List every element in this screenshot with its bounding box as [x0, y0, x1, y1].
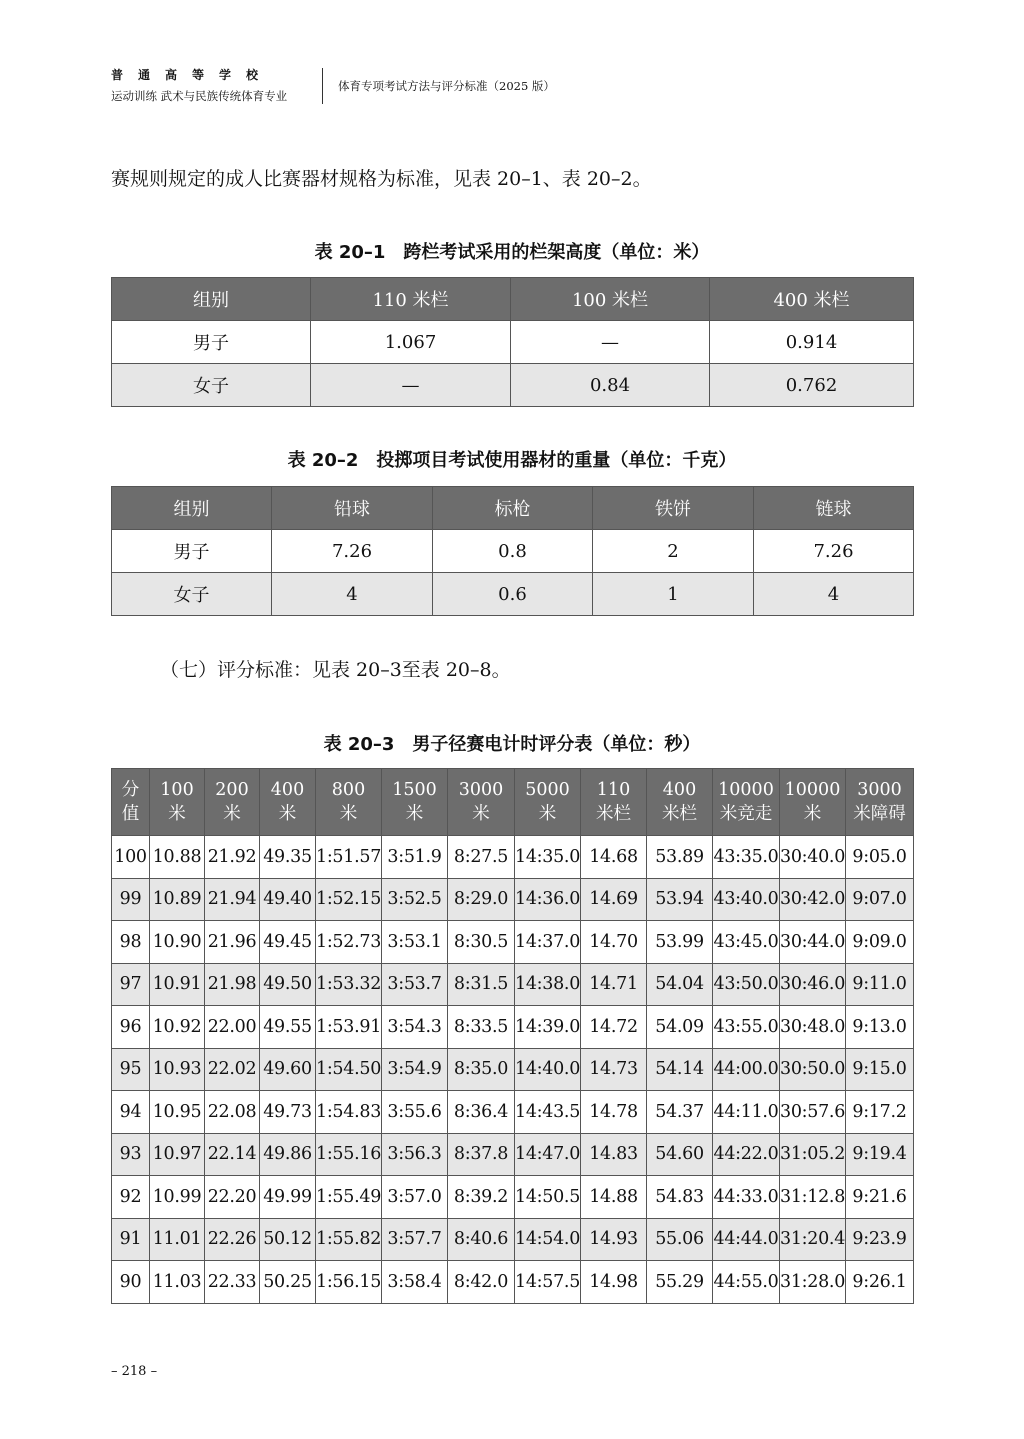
- table-cell: 97: [112, 963, 150, 1006]
- table-cell: 49.60: [260, 1048, 316, 1091]
- column-header-text: 米障碍: [853, 804, 906, 824]
- table-cell: 0.84: [511, 364, 710, 407]
- table2-caption: 表 20–2 投掷项目考试使用器材的重量（单位：千克）: [287, 450, 737, 471]
- table-cell: 92: [112, 1176, 150, 1219]
- table-cell: 8:37.8: [448, 1133, 515, 1176]
- table-cell: 14.83: [581, 1133, 647, 1176]
- table-cell: 8:36.4: [448, 1091, 515, 1134]
- column-header-text: 分: [121, 780, 140, 800]
- table-cell: 0.762: [710, 364, 914, 407]
- table-cell: 49.73: [260, 1091, 316, 1134]
- table-cell: 11.01: [150, 1218, 205, 1261]
- table-cell: 54.60: [647, 1133, 713, 1176]
- column-header: [647, 769, 713, 836]
- table-row: [112, 364, 914, 407]
- header-divider: [322, 68, 323, 104]
- table-cell: 14:37.0: [515, 921, 581, 964]
- table-cell: 43:55.0: [713, 1006, 780, 1049]
- table-cell: 10.88: [150, 836, 205, 879]
- column-header-text: 米: [339, 804, 358, 824]
- column-header-text: 200: [215, 780, 249, 800]
- column-header-text: 10000: [718, 780, 774, 800]
- column-header-text: 米: [278, 804, 297, 824]
- column-header-text: 米: [168, 804, 186, 824]
- table-cell: 9:19.4: [846, 1133, 914, 1176]
- column-header-text: 110: [596, 780, 631, 800]
- table-cell: 1:54.50: [316, 1048, 382, 1091]
- header-major: 运动训练 武术与民族传统体育专业: [111, 89, 288, 103]
- table-cell: 49.50: [260, 963, 316, 1006]
- table-cell: 9:11.0: [846, 963, 914, 1006]
- table-cell: 14:38.0: [515, 963, 581, 1006]
- column-header-text: 米栏: [596, 804, 631, 824]
- table-row: [112, 1176, 914, 1219]
- table-cell: 49.99: [260, 1176, 316, 1219]
- table-cell: 21.94: [205, 878, 260, 921]
- table-cell: 99: [112, 878, 150, 921]
- header-school: 普通高等学校: [111, 68, 274, 82]
- table-cell: 44:11.0: [713, 1091, 780, 1134]
- column-header: [433, 487, 593, 530]
- table-cell: 30:46.0: [780, 963, 846, 1006]
- table-cell: 7.26: [272, 530, 433, 573]
- column-header: [846, 769, 914, 836]
- table-cell: 30:50.0: [780, 1048, 846, 1091]
- table-cell: 3:57.0: [382, 1176, 448, 1219]
- column-header-text: 米: [223, 804, 241, 824]
- table-cell: 22.20: [205, 1176, 260, 1219]
- table-cell: 1:53.91: [316, 1006, 382, 1049]
- table-cell: 3:53.1: [382, 921, 448, 964]
- table-cell: 22.08: [205, 1091, 260, 1134]
- table-cell: 9:05.0: [846, 836, 914, 879]
- table-cell: 94: [112, 1091, 150, 1134]
- column-header-text: 米: [472, 804, 490, 824]
- table-cell: 9:15.0: [846, 1048, 914, 1091]
- table-cell: 3:52.5: [382, 878, 448, 921]
- table-cell: 4: [272, 573, 433, 616]
- column-header-text: 值: [121, 804, 140, 824]
- table-cell: 14:54.0: [515, 1218, 581, 1261]
- table-cell: 0.8: [433, 530, 593, 573]
- table-cell: 女子: [112, 573, 272, 616]
- table-cell: 53.94: [647, 878, 713, 921]
- table-cell: 1:53.32: [316, 963, 382, 1006]
- column-header-text: 100 米栏: [571, 290, 649, 311]
- column-header: [515, 769, 581, 836]
- column-header-text: 400: [270, 780, 305, 800]
- column-header-text: 米竞走: [719, 804, 773, 824]
- table-cell: 1:56.15: [316, 1261, 382, 1304]
- table-cell: 2: [593, 530, 754, 573]
- table-cell: 14:43.5: [515, 1091, 581, 1134]
- table-cell: 14.70: [581, 921, 647, 964]
- table-cell: 10.90: [150, 921, 205, 964]
- table-cell: 54.83: [647, 1176, 713, 1219]
- column-header-text: 5000: [525, 780, 570, 800]
- column-header-text: 米: [803, 804, 822, 824]
- table-cell: 53.89: [647, 836, 713, 879]
- column-header-text: 100: [160, 780, 194, 800]
- table-cell: 55.29: [647, 1261, 713, 1304]
- column-header-text: 3000: [857, 780, 902, 800]
- column-header-text: 组别: [173, 499, 210, 520]
- table1-caption: 表 20–1 跨栏考试采用的栏架高度（单位：米）: [314, 242, 710, 263]
- table-cell: 1:51.57: [316, 836, 382, 879]
- table-cell: 3:54.9: [382, 1048, 448, 1091]
- table-cell: —: [511, 321, 710, 364]
- table-row: [112, 1261, 914, 1304]
- men-track-scoring-table: [111, 768, 914, 1304]
- column-header-text: 米栏: [662, 804, 697, 824]
- intro-paragraph: 赛规则规定的成人比赛器材规格为标准，见表 20–1、表 20–2。: [111, 168, 652, 190]
- column-header: [448, 769, 515, 836]
- table-cell: 9:26.1: [846, 1261, 914, 1304]
- table-cell: 1:55.49: [316, 1176, 382, 1219]
- column-header: [316, 769, 382, 836]
- table-cell: 30:40.0: [780, 836, 846, 879]
- table-cell: 14.69: [581, 878, 647, 921]
- table-cell: 22.33: [205, 1261, 260, 1304]
- throwing-weight-table: [111, 486, 914, 616]
- table-cell: 91: [112, 1218, 150, 1261]
- column-header-text: 标枪: [494, 499, 531, 520]
- table-cell: 14:36.0: [515, 878, 581, 921]
- table-cell: 54.37: [647, 1091, 713, 1134]
- table-cell: 8:35.0: [448, 1048, 515, 1091]
- column-header-text: 400: [662, 780, 697, 800]
- table-cell: 44:00.0: [713, 1048, 780, 1091]
- column-header-text: 3000: [458, 780, 504, 800]
- table-cell: 95: [112, 1048, 150, 1091]
- table-cell: 31:28.0: [780, 1261, 846, 1304]
- table-row: [112, 963, 914, 1006]
- table-cell: 14:57.5: [515, 1261, 581, 1304]
- table-cell: 9:17.2: [846, 1091, 914, 1134]
- table-cell: 8:31.5: [448, 963, 515, 1006]
- column-header-text: 组别: [193, 290, 229, 311]
- table-row: [112, 1006, 914, 1049]
- table-cell: 女子: [112, 364, 311, 407]
- table-cell: 54.09: [647, 1006, 713, 1049]
- table-row: [112, 921, 914, 964]
- table-cell: 0.914: [710, 321, 914, 364]
- column-header-text: 10000: [784, 780, 841, 800]
- table-cell: 14.88: [581, 1176, 647, 1219]
- column-header: [511, 278, 710, 321]
- table-cell: 44:44.0: [713, 1218, 780, 1261]
- table-cell: 90: [112, 1261, 150, 1304]
- table-row: [112, 836, 914, 879]
- table-row: [112, 321, 914, 364]
- column-header: [272, 487, 433, 530]
- table-row: [112, 530, 914, 573]
- column-header-text: 110 米栏: [372, 290, 449, 311]
- scoring-paragraph: （七）评分标准：见表 20–3至表 20–8。: [160, 659, 511, 681]
- table-cell: 22.14: [205, 1133, 260, 1176]
- table-cell: 49.86: [260, 1133, 316, 1176]
- table-header-row: [112, 769, 914, 836]
- table-cell: 22.02: [205, 1048, 260, 1091]
- table-cell: 14:40.0: [515, 1048, 581, 1091]
- table-cell: 21.92: [205, 836, 260, 879]
- table-cell: 10.97: [150, 1133, 205, 1176]
- table-cell: 21.98: [205, 963, 260, 1006]
- table-cell: 1:54.83: [316, 1091, 382, 1134]
- table-cell: 14.78: [581, 1091, 647, 1134]
- table-cell: 49.40: [260, 878, 316, 921]
- table-cell: 49.35: [260, 836, 316, 879]
- table-row: [112, 1091, 914, 1134]
- table-cell: 43:45.0: [713, 921, 780, 964]
- table-cell: 10.93: [150, 1048, 205, 1091]
- table-cell: 3:56.3: [382, 1133, 448, 1176]
- table-cell: 53.99: [647, 921, 713, 964]
- table-cell: 44:55.0: [713, 1261, 780, 1304]
- column-header-text: 800: [331, 780, 366, 800]
- table-cell: 3:51.9: [382, 836, 448, 879]
- table-cell: 10.92: [150, 1006, 205, 1049]
- table-header-row: [112, 278, 914, 321]
- table-cell: 8:40.6: [448, 1218, 515, 1261]
- column-header: [112, 769, 150, 836]
- table-cell: 14.71: [581, 963, 647, 1006]
- table-row: [112, 1218, 914, 1261]
- table-cell: 14.73: [581, 1048, 647, 1091]
- table-cell: 44:22.0: [713, 1133, 780, 1176]
- table-cell: 3:58.4: [382, 1261, 448, 1304]
- table-cell: 10.89: [150, 878, 205, 921]
- column-header: [382, 769, 448, 836]
- table-cell: 14:39.0: [515, 1006, 581, 1049]
- table-cell: 93: [112, 1133, 150, 1176]
- header-book-title: 体育专项考试方法与评分标准（2025 版）: [338, 79, 555, 93]
- table-cell: 43:35.0: [713, 836, 780, 879]
- table-cell: 11.03: [150, 1261, 205, 1304]
- table-cell: 14.98: [581, 1261, 647, 1304]
- table-row: [112, 1048, 914, 1091]
- table-cell: 30:48.0: [780, 1006, 846, 1049]
- table-row: [112, 573, 914, 616]
- table-cell: 98: [112, 921, 150, 964]
- column-header: [260, 769, 316, 836]
- table-row: [112, 1133, 914, 1176]
- table-cell: 4: [754, 573, 914, 616]
- column-header-text: 链球: [815, 499, 852, 520]
- table-cell: 男子: [112, 321, 311, 364]
- column-header: [311, 278, 511, 321]
- column-header: [780, 769, 846, 836]
- table-cell: 8:42.0: [448, 1261, 515, 1304]
- table-cell: 44:33.0: [713, 1176, 780, 1219]
- table-cell: 1:52.15: [316, 878, 382, 921]
- column-header: [150, 769, 205, 836]
- table-cell: 1:52.73: [316, 921, 382, 964]
- table-cell: 54.14: [647, 1048, 713, 1091]
- table-cell: 49.55: [260, 1006, 316, 1049]
- column-header: [710, 278, 914, 321]
- table-cell: 10.95: [150, 1091, 205, 1134]
- table-cell: 3:55.6: [382, 1091, 448, 1134]
- table-row: [112, 878, 914, 921]
- column-header: [754, 487, 914, 530]
- table-cell: 30:57.6: [780, 1091, 846, 1134]
- column-header-text: 400 米栏: [773, 290, 850, 311]
- page-number: – 218 –: [111, 1364, 158, 1379]
- column-header: [205, 769, 260, 836]
- table-cell: 9:07.0: [846, 878, 914, 921]
- table-cell: 30:44.0: [780, 921, 846, 964]
- table-cell: 1.067: [311, 321, 511, 364]
- table-cell: 3:57.7: [382, 1218, 448, 1261]
- table-cell: 1: [593, 573, 754, 616]
- table-cell: 0.6: [433, 573, 593, 616]
- table-cell: 男子: [112, 530, 272, 573]
- table-cell: 14.93: [581, 1218, 647, 1261]
- table3-caption: 表 20–3 男子径赛电计时评分表（单位：秒）: [323, 734, 701, 755]
- table-cell: 9:23.9: [846, 1218, 914, 1261]
- table-cell: 8:33.5: [448, 1006, 515, 1049]
- table-cell: 100: [112, 836, 150, 879]
- table-cell: 8:39.2: [448, 1176, 515, 1219]
- table-cell: 1:55.16: [316, 1133, 382, 1176]
- table-cell: 54.04: [647, 963, 713, 1006]
- table-cell: 9:09.0: [846, 921, 914, 964]
- table-cell: 14:35.0: [515, 836, 581, 879]
- table-cell: 21.96: [205, 921, 260, 964]
- table-cell: 31:20.4: [780, 1218, 846, 1261]
- table-cell: 14.72: [581, 1006, 647, 1049]
- table-cell: 10.91: [150, 963, 205, 1006]
- header-left: [111, 66, 309, 104]
- table-cell: 30:42.0: [780, 878, 846, 921]
- column-header-text: 铅球: [334, 499, 370, 520]
- column-header: [112, 487, 272, 530]
- column-header-text: 铁饼: [655, 499, 691, 520]
- column-header-text: 米: [538, 804, 557, 824]
- table-cell: 10.99: [150, 1176, 205, 1219]
- table-cell: 55.06: [647, 1218, 713, 1261]
- table-cell: 14.68: [581, 836, 647, 879]
- column-header-text: 1500: [392, 780, 437, 800]
- table-cell: 31:12.8: [780, 1176, 846, 1219]
- table-cell: 8:29.0: [448, 878, 515, 921]
- table-cell: 1:55.82: [316, 1218, 382, 1261]
- table-cell: 9:13.0: [846, 1006, 914, 1049]
- table-cell: 8:30.5: [448, 921, 515, 964]
- table-cell: 8:27.5: [448, 836, 515, 879]
- table-cell: 22.00: [205, 1006, 260, 1049]
- table-cell: 14:47.0: [515, 1133, 581, 1176]
- table-cell: 50.12: [260, 1218, 316, 1261]
- table-cell: —: [311, 364, 511, 407]
- hurdle-height-table: [111, 277, 914, 407]
- table-cell: 22.26: [205, 1218, 260, 1261]
- table-cell: 31:05.2: [780, 1133, 846, 1176]
- column-header: [581, 769, 647, 836]
- column-header: [112, 278, 311, 321]
- table-cell: 9:21.6: [846, 1176, 914, 1219]
- column-header: [713, 769, 780, 836]
- table-cell: 7.26: [754, 530, 914, 573]
- table-cell: 43:50.0: [713, 963, 780, 1006]
- table-cell: 43:40.0: [713, 878, 780, 921]
- table-cell: 50.25: [260, 1261, 316, 1304]
- table-cell: 3:53.7: [382, 963, 448, 1006]
- table-header-row: [112, 487, 914, 530]
- table-cell: 49.45: [260, 921, 316, 964]
- column-header: [593, 487, 754, 530]
- table-cell: 3:54.3: [382, 1006, 448, 1049]
- table-cell: 96: [112, 1006, 150, 1049]
- table-cell: 14:50.5: [515, 1176, 581, 1219]
- column-header-text: 米: [405, 804, 424, 824]
